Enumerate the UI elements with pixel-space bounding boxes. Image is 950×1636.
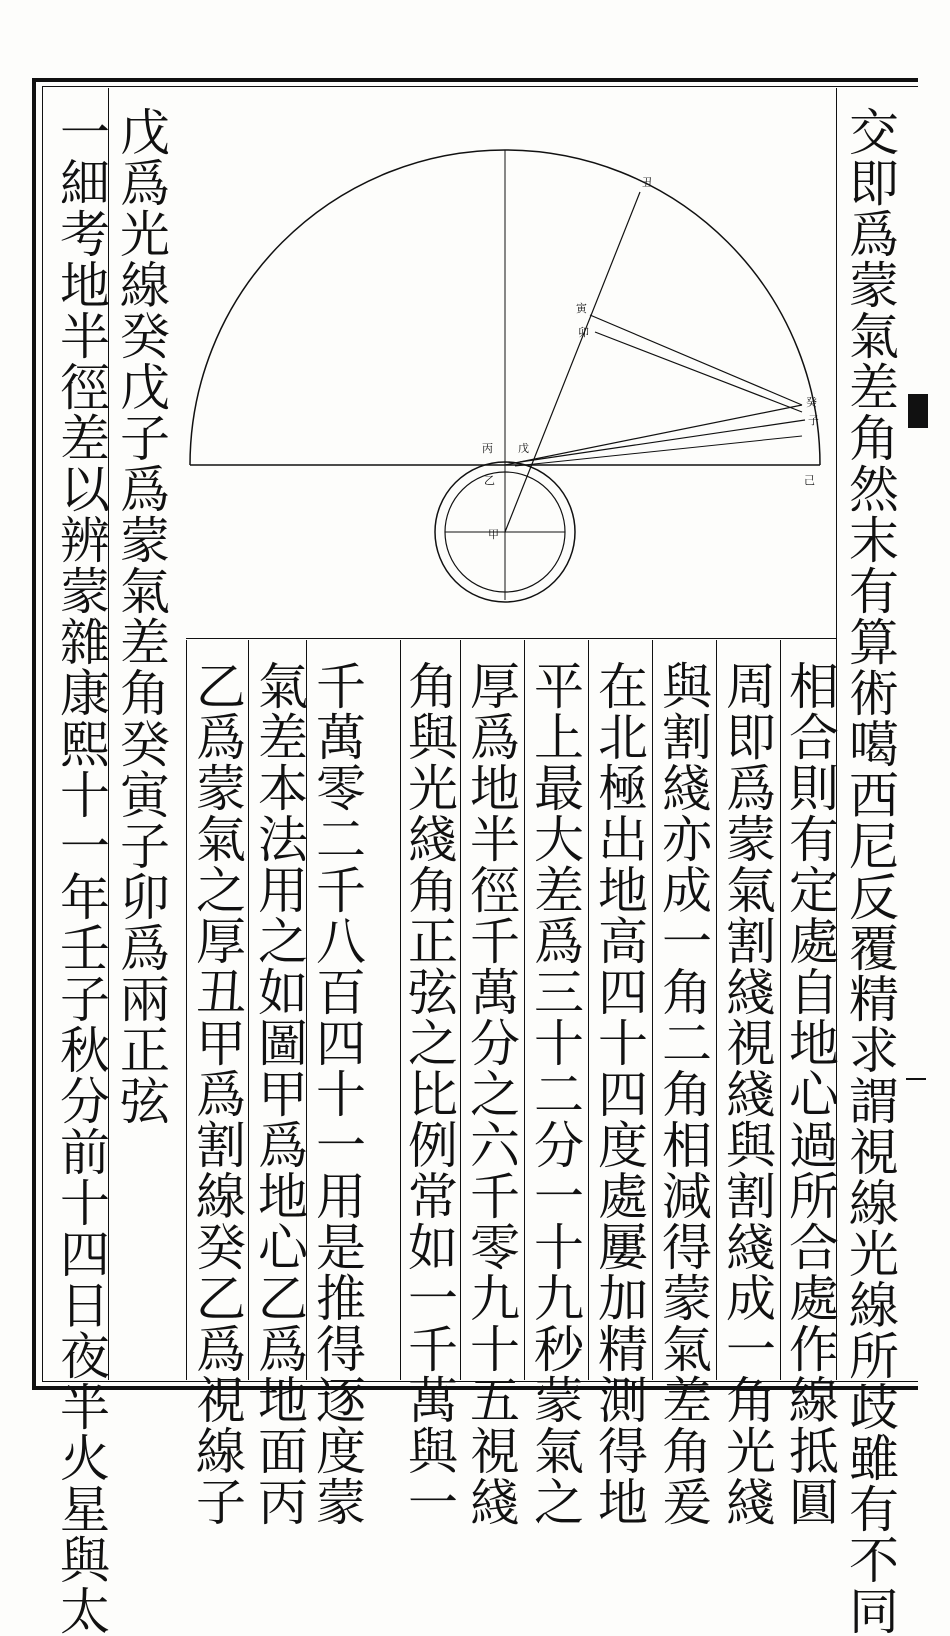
label-wu: 戊 bbox=[518, 442, 529, 455]
text-column-3: 周即爲蒙氣割綫視綫與割綫成一角光綫 bbox=[718, 660, 776, 1527]
text-column-7: 厚爲地半徑千萬分之六千零九十五視綫 bbox=[462, 660, 520, 1527]
column-rule bbox=[524, 640, 525, 1380]
label-yi: 乙 bbox=[484, 474, 495, 487]
secant-line bbox=[505, 192, 640, 532]
label-ji: 己 bbox=[804, 474, 815, 487]
label-chou: 丑 bbox=[642, 176, 653, 189]
text-column-8: 角與光綫角正弦之比例常如一千萬與一 bbox=[400, 660, 458, 1527]
sine-line-1 bbox=[590, 315, 802, 405]
label-yin: 寅 bbox=[576, 302, 587, 315]
column-rule bbox=[460, 640, 461, 1380]
sight-line bbox=[505, 405, 802, 465]
text-column-1: 交即爲蒙氣差角然末有算術噶西尼反覆精求謂視線光線所歧雖有不同 bbox=[841, 106, 899, 1636]
text-column-9: 千萬零二千八百四十一用是推得逐度蒙 bbox=[308, 660, 366, 1527]
light-line-2 bbox=[515, 436, 802, 466]
diagram-bottom-rule bbox=[186, 638, 836, 639]
column-rule bbox=[652, 640, 653, 1380]
text-column-6: 平上最大差爲三十二分一十九秒蒙氣之 bbox=[526, 660, 584, 1527]
text-column-10: 氣差本法用之如圖甲爲地心乙爲地面丙 bbox=[250, 660, 308, 1527]
column-rule bbox=[186, 640, 187, 1380]
text-column-4: 與割綫亦成一角二角相減得蒙氣差角爰 bbox=[654, 660, 712, 1527]
column-rule bbox=[588, 640, 589, 1380]
light-line bbox=[520, 420, 805, 462]
label-mao: 卯 bbox=[578, 326, 589, 339]
label-jia: 甲 bbox=[488, 528, 499, 541]
column-rule bbox=[716, 640, 717, 1380]
text-column-2: 相合則有定處自地心過所合處作線抵圓 bbox=[781, 660, 839, 1527]
column-rule bbox=[248, 640, 249, 1380]
label-bing: 丙 bbox=[482, 442, 493, 455]
label-gui: 癸 bbox=[806, 396, 817, 409]
text-column-5: 在北極出地高四十四度處屢加精測得地 bbox=[590, 660, 648, 1527]
label-zi: 子 bbox=[808, 414, 819, 427]
text-column-11: 乙爲蒙氣之厚丑甲爲割線癸乙爲視線子 bbox=[188, 660, 246, 1527]
text-column-13: 一細考地半徑差以辨蒙雜康熙十一年壬子秋分前十四日夜半火星與太 bbox=[52, 106, 110, 1636]
sine-line-2 bbox=[595, 332, 802, 412]
edge-tab-mark bbox=[908, 394, 928, 428]
margin-dash-mark bbox=[906, 1078, 926, 1080]
text-column-12: 戊爲光線癸戊子爲蒙氣差角癸寅子卯爲兩正弦 bbox=[112, 106, 170, 1126]
geometry-diagram bbox=[170, 150, 830, 620]
